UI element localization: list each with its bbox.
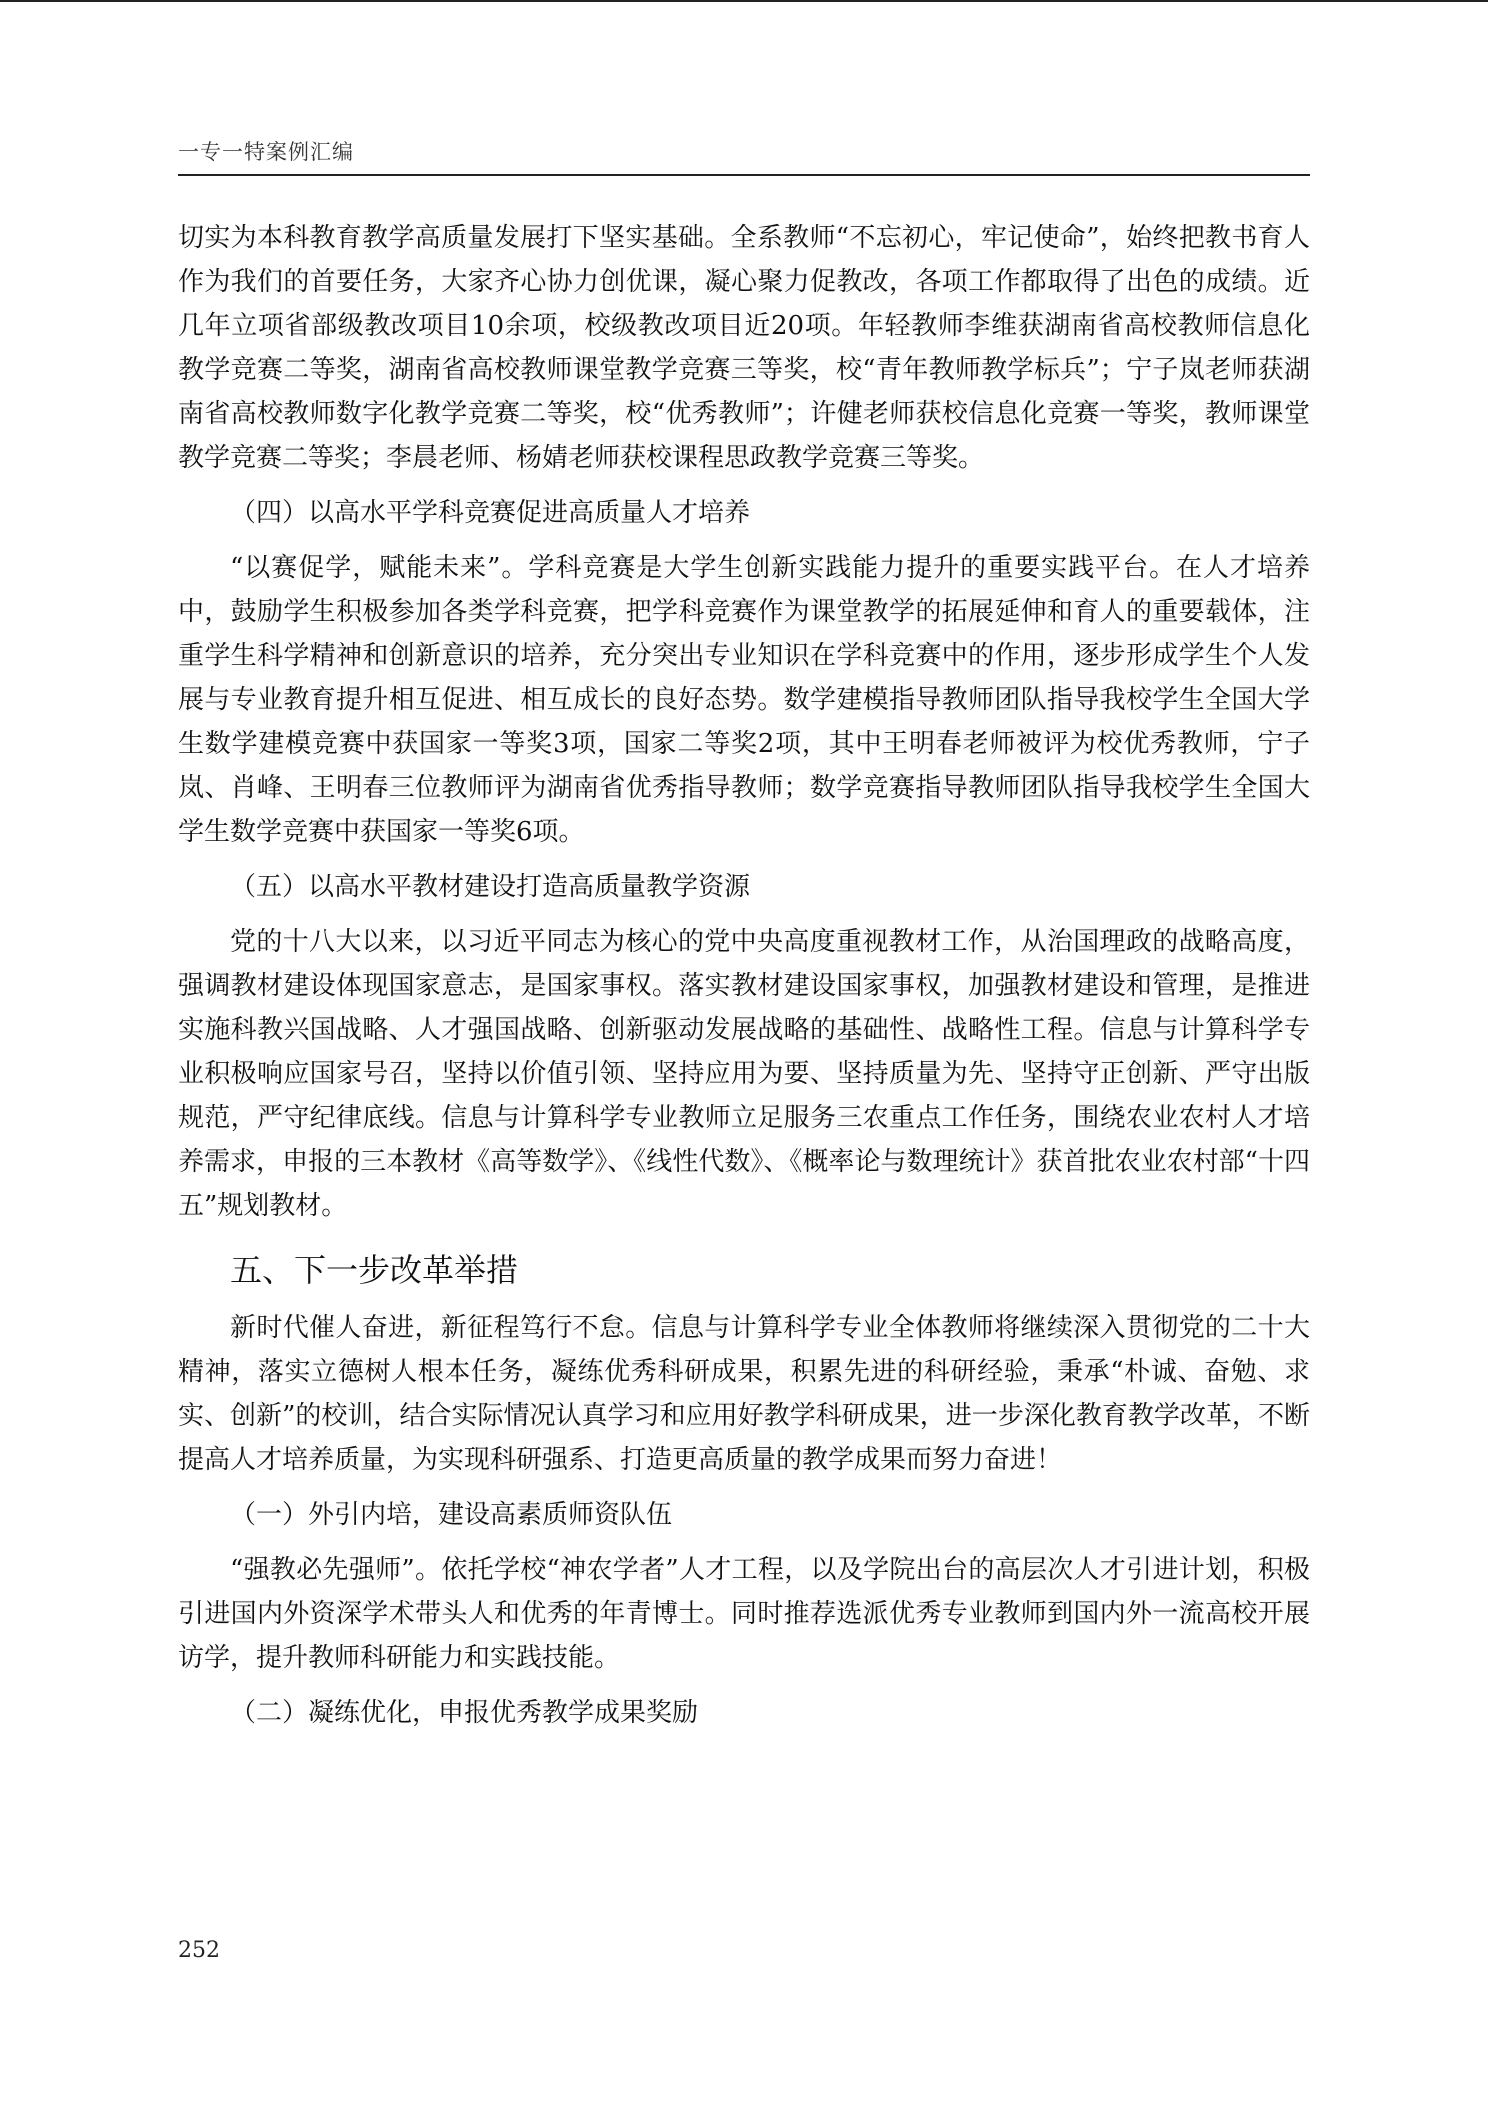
- page-number: 252: [178, 1938, 220, 1963]
- top-border-rule: [0, 0, 1488, 2]
- running-header-title: 一专一特案例汇编: [178, 140, 354, 164]
- subheading-faculty: （一）外引内培，建设高素质师资队伍: [230, 1500, 673, 1530]
- paragraph-next-steps: 新时代催人奋进，新征程笃行不怠。信息与计算科学专业全体教师将继续深入贯彻党的二十大精神，落实立德树人根本任务，凝练优秀科研成果，积累先进的科研经验，秉承“朴诚、奋勉、求实、创新”的校训，结合实际情况认真学习和应用好教学科研成果，进一步深化教育教学改革，不断提高人才培养质量，为实现科研强系、打造更高质量的教学成果而努力奋进！: [178, 1313, 1310, 1475]
- running-header: [178, 140, 1310, 176]
- paragraph-faculty: “强教必先强师”。依托学校“神农学者”人才工程，以及学院出台的高层次人才引进计划，积极引进国内外资深学术带头人和优秀的年青博士。同时推荐选派优秀专业教师到国内外一流高校开展访学，提升教师科研能力和实践技能。: [178, 1555, 1310, 1673]
- paragraph-continued: 切实为本科教育教学高质量发展打下坚实基础。全系教师“不忘初心，牢记使命”，始终把教书育人作为我们的首要任务，大家齐心协力创优课，凝心聚力促教改，各项工作都取得了出色的成绩。近几年立项省部级教改项目10余项，校级教改项目近20项。年轻教师李维获湖南省高校教师信息化教学竞赛二等奖，湖南省高校教师课堂教学竞赛三等奖，校“青年教师教学标兵”；宁子岚老师获湖南省高校教师数字化教学竞赛二等奖，校“优秀教师”；许健老师获校信息化竞赛一等奖，教师课堂教学竞赛二等奖；李晨老师、杨婧老师获校课程思政教学竞赛三等奖。: [178, 223, 1310, 473]
- paragraph-competitions: “以赛促学，赋能未来”。学科竞赛是大学生创新实践能力提升的重要实践平台。在人才培养中，鼓励学生积极参加各类学科竞赛，把学科竞赛作为课堂教学的拓展延伸和育人的重要载体，注重学生科学精神和创新意识的培养，充分突出专业知识在学科竞赛中的作用，逐步形成学生个人发展与专业教育提升相互促进、相互成长的良好态势。数学建模指导教师团队指导我校学生全国大学生数学建模竞赛中获国家一等奖3项，国家二等奖2项，其中王明春老师被评为校优秀教师，宁子岚、肖峰、王明春三位教师评为湖南省优秀指导教师；数学竞赛指导教师团队指导我校学生全国大学生数学竞赛中获国家一等奖6项。: [178, 553, 1310, 847]
- page-body: [178, 216, 1310, 1746]
- subheading-teaching-awards: （二）凝练优化，申报优秀教学成果奖励: [230, 1698, 699, 1728]
- section-heading-next-steps: 五、下一步改革举措: [230, 1251, 519, 1289]
- subheading-textbooks: （五）以高水平教材建设打造高质量教学资源: [230, 872, 751, 902]
- paragraph-textbooks: 党的十八大以来，以习近平同志为核心的党中央高度重视教材工作，从治国理政的战略高度，强调教材建设体现国家意志，是国家事权。落实教材建设国家事权，加强教材建设和管理，是推进实施科教兴国战略、人才强国战略、创新驱动发展战略的基础性、战略性工程。信息与计算科学专业积极响应国家号召，坚持以价值引领、坚持应用为要、坚持质量为先、坚持守正创新、严守出版规范，严守纪律底线。信息与计算科学专业教师立足服务三农重点工作任务，围绕农业农村人才培养需求，申报的三本教材《高等数学》、《线性代数》、《概率论与数理统计》获首批农业农村部“十四五”规划教材。: [178, 927, 1310, 1221]
- subheading-competitions: （四）以高水平学科竞赛促进高质量人才培养: [230, 498, 751, 528]
